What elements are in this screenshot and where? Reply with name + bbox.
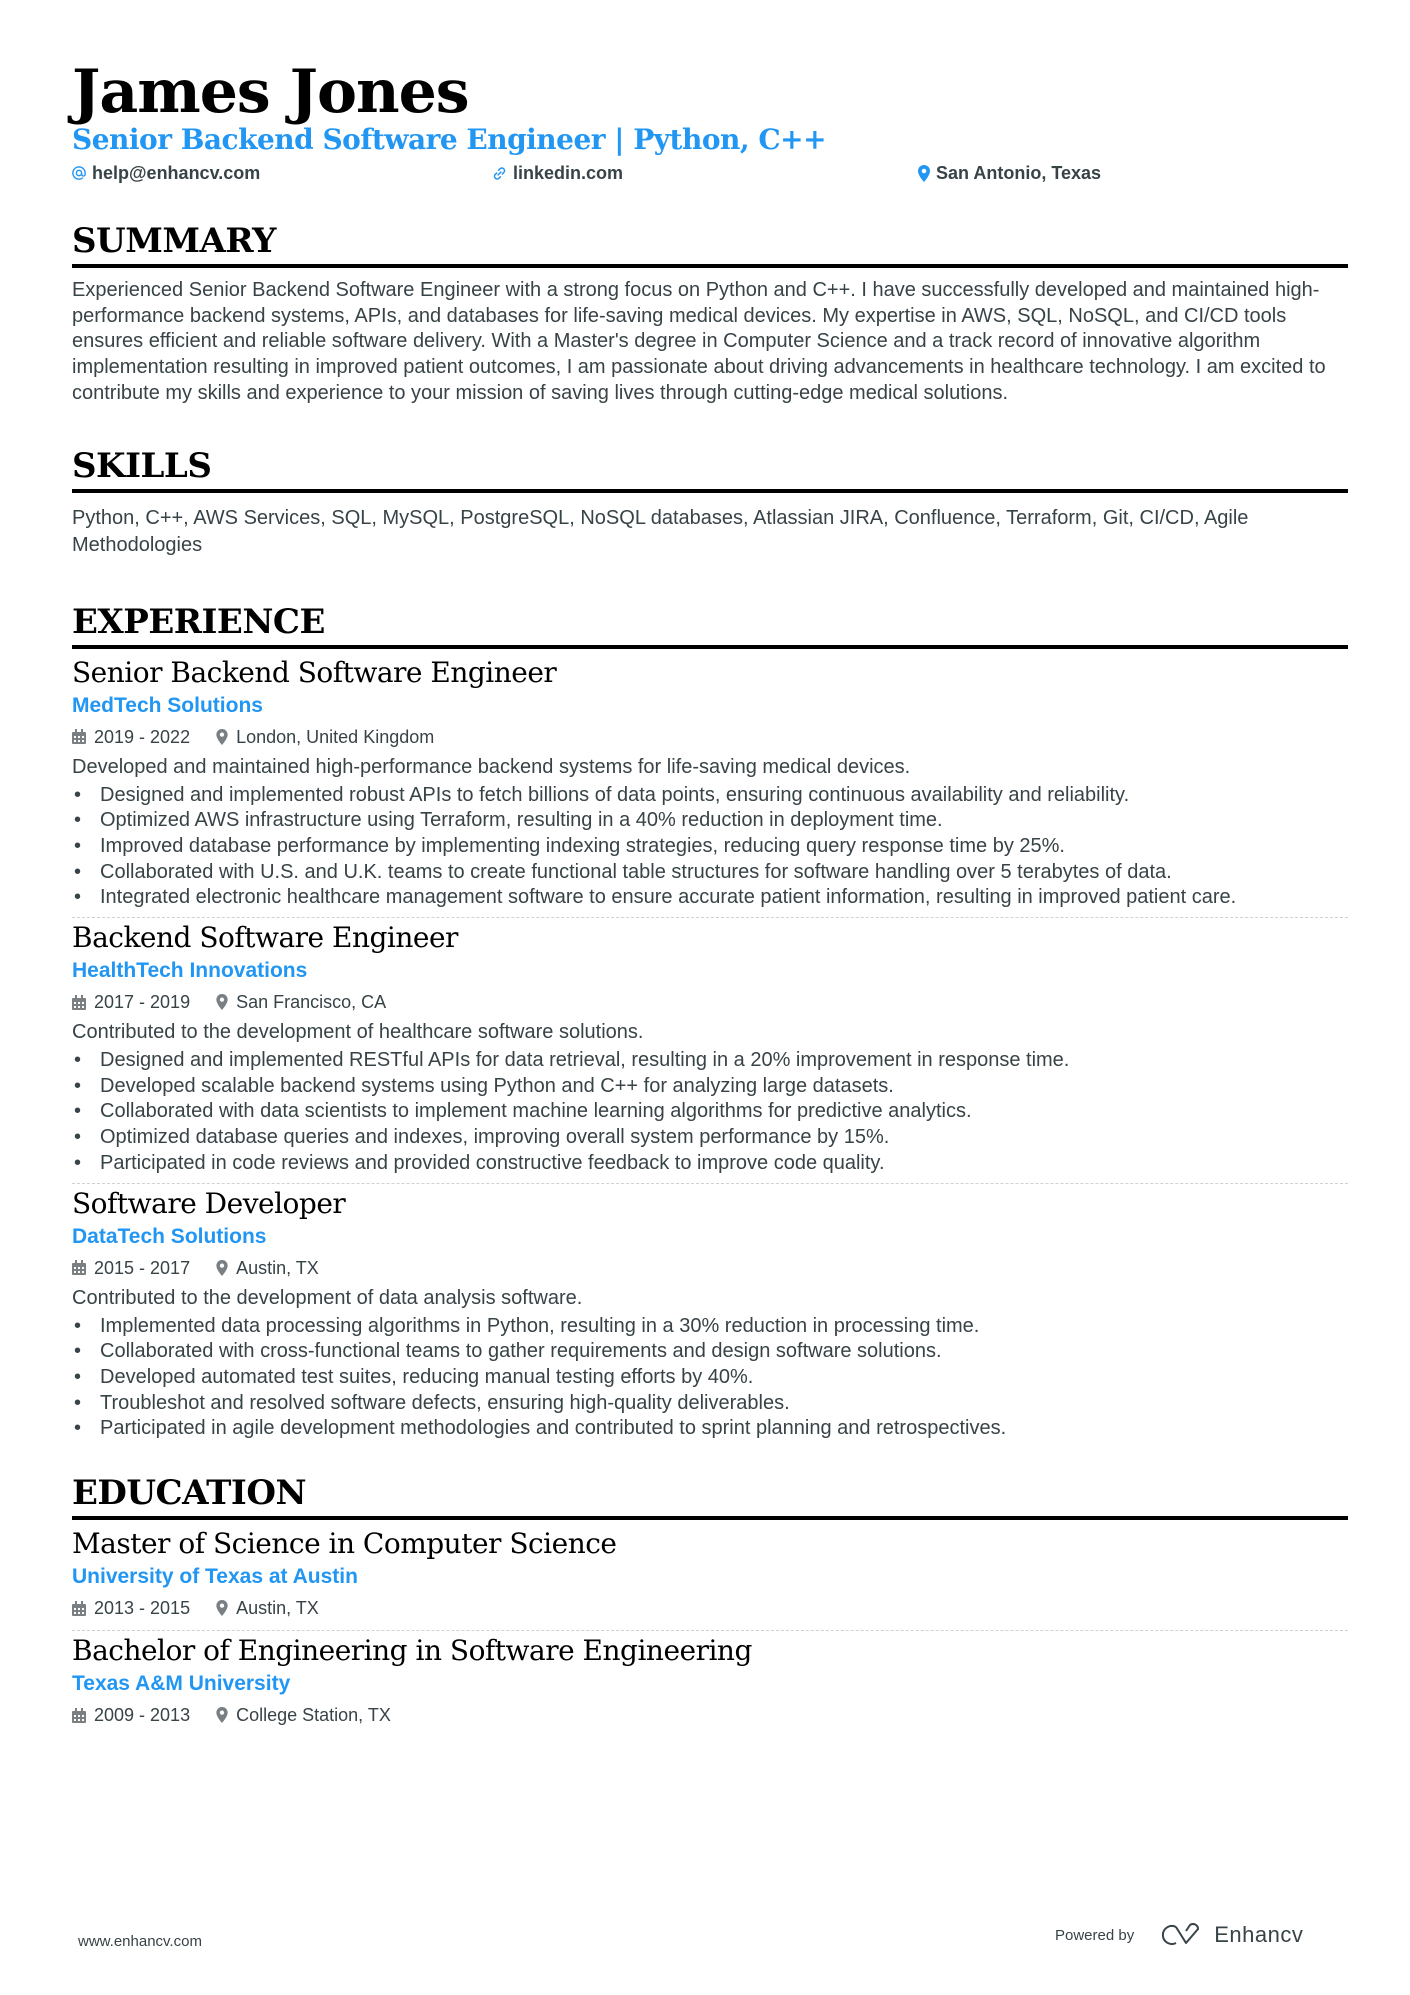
experience-entry [72, 655, 1348, 912]
location-pin-icon [216, 994, 228, 1010]
entry-divider [72, 1630, 1348, 1631]
bullet-item: • Participated in agile development methodologies and contributed to sprint planning and retrospectives. [72, 1416, 1348, 1442]
contact-location [918, 163, 1101, 184]
bullet-item: • Troubleshot and resolved software defects, ensuring high-quality deliverables. [72, 1391, 1348, 1417]
bullet-item: • Developed scalable backend systems using Python and C++ for analyzing large datasets. [72, 1074, 1348, 1100]
company-name: DataTech Solutions [72, 1224, 267, 1248]
bullet-item: • Implemented data processing algorithms in Python, resulting in a 30% reduction in processing time. [72, 1314, 1348, 1340]
candidate-title: Senior Backend Software Engineer | Python, C++ [72, 123, 827, 156]
entry-divider [72, 917, 1348, 918]
contact-email-text: help@enhancv.com [92, 162, 261, 183]
bullet-item: • Optimized AWS infrastructure using Terraform, resulting in a 40% reduction in deployment time. [72, 808, 1348, 834]
job-bullets [72, 1048, 1348, 1177]
calendar-icon [72, 729, 86, 744]
section-divider [72, 489, 1348, 493]
job-description: Developed and maintained high-performance backend systems for life-saving medical devices. [72, 755, 911, 778]
location-pin-icon [216, 1260, 228, 1276]
contact-linkedin-text: linkedin.com [513, 162, 624, 183]
skills-heading: SKILLS [72, 445, 212, 486]
job-title: Software Developer [72, 1186, 346, 1220]
bullet-item: • Integrated electronic healthcare management software to ensure accurate patient information, resulting in improved patient care. [72, 885, 1348, 911]
entry-divider [72, 1183, 1348, 1184]
job-meta [72, 986, 1348, 1018]
job-bullets [72, 783, 1348, 912]
powered-by-label: Powered by [1055, 1926, 1135, 1944]
bullet-item: • Designed and implemented RESTful APIs for data retrieval, resulting in a 20% improvement in response time. [72, 1048, 1348, 1074]
bullet-item: • Collaborated with cross-functional teams to gather requirements and design software solutions. [72, 1339, 1348, 1365]
job-title: Backend Software Engineer [72, 921, 458, 955]
job-bullets [72, 1314, 1348, 1443]
location-pin-icon [216, 1707, 228, 1723]
bullet-item: • Developed automated test suites, reducing manual testing efforts by 40%. [72, 1365, 1348, 1391]
link-icon [492, 166, 507, 181]
candidate-name: James Jones [72, 57, 469, 127]
bullet-item: • Collaborated with data scientists to implement machine learning algorithms for predictive analytics. [72, 1099, 1348, 1125]
degree-title: Master of Science in Computer Science [72, 1527, 617, 1561]
job-description: Contributed to the development of healthcare software solutions. [72, 1021, 644, 1044]
job-location: Austin, TX [236, 1257, 319, 1278]
education-entry [72, 1633, 1348, 1731]
section-divider [72, 645, 1348, 649]
education-dates: 2009 - 2013 [94, 1705, 191, 1726]
calendar-icon [72, 995, 86, 1010]
section-divider [72, 1516, 1348, 1520]
skills-text: Python, C++, AWS Services, SQL, MySQL, PostgreSQL, NoSQL databases, Atlassian JIRA, Confluence, Terraform, Git, CI/CD, Agile Methodologies [72, 506, 1249, 556]
job-dates: 2019 - 2022 [94, 726, 191, 747]
job-location: San Francisco, CA [236, 992, 387, 1013]
resume-page [72, 56, 1348, 1731]
summary-text: Experienced Senior Backend Software Engineer with a strong focus on Python and C++. I have successfully developed and maintained high-performance backend systems, APIs, and databases for life-saving medical devices. My expertise in AWS, SQL, NoSQL, and CI/CD tools ensures efficient and reliable software delivery. With a Master's degree in Computer Science and a track record of innovative algorithm implementation resulting in improved patient outcomes, I am passionate about driving advancements in healthcare technology. I am excited to contribute my skills and experience to your mission of saving lives through cutting-edge medical solutions. [72, 279, 1326, 404]
education-section [72, 1472, 1348, 1731]
company-name: HealthTech Innovations [72, 959, 308, 983]
job-title: Senior Backend Software Engineer [72, 655, 557, 689]
contact-location-text: San Antonio, Texas [936, 162, 1102, 183]
school-name: Texas A&M University [72, 1672, 291, 1696]
section-divider [72, 264, 1348, 268]
education-heading: EDUCATION [72, 1473, 307, 1514]
education-dates: 2013 - 2015 [94, 1598, 191, 1619]
education-meta [72, 1592, 1348, 1624]
job-dates: 2015 - 2017 [94, 1257, 191, 1278]
location-pin-icon [918, 165, 930, 182]
degree-title: Bachelor of Engineering in Software Engineering [72, 1634, 752, 1668]
footer-branding[interactable] [1055, 1922, 1303, 1948]
bullet-item: • Participated in code reviews and provided constructive feedback to improve code quality. [72, 1151, 1348, 1177]
contact-linkedin[interactable] [492, 163, 918, 184]
summary-heading: SUMMARY [72, 221, 276, 261]
calendar-icon [72, 1260, 86, 1275]
job-meta [72, 1252, 1348, 1284]
education-meta [72, 1699, 1348, 1731]
bullet-item: • Optimized database queries and indexes, improving overall system performance by 15%. [72, 1125, 1348, 1151]
experience-entry [72, 1186, 1348, 1443]
skills-section [72, 445, 1348, 559]
education-location: College Station, TX [236, 1705, 391, 1726]
contact-email[interactable] [72, 163, 492, 184]
job-meta [72, 721, 1348, 753]
bullet-item: • Improved database performance by implementing indexing strategies, reducing query response time by 25%. [72, 834, 1348, 860]
enhancv-logo-icon [1160, 1923, 1206, 1947]
bullet-item: • Collaborated with U.S. and U.K. teams to create functional table structures for software handling over 5 terabytes of data. [72, 860, 1348, 886]
job-description: Contributed to the development of data analysis software. [72, 1286, 583, 1309]
calendar-icon [72, 1708, 86, 1723]
job-dates: 2017 - 2019 [94, 992, 191, 1013]
company-name: MedTech Solutions [72, 693, 263, 717]
enhancv-brand-name: Enhancv [1214, 1922, 1304, 1947]
bullet-item: • Designed and implemented robust APIs to fetch billions of data points, ensuring continuous availability and reliability. [72, 783, 1348, 809]
school-name: University of Texas at Austin [72, 1565, 358, 1589]
contact-row [72, 160, 1348, 186]
summary-section [72, 220, 1348, 407]
footer-website-link[interactable]: www.enhancv.com [78, 1933, 202, 1950]
location-pin-icon [216, 729, 228, 745]
location-pin-icon [216, 1600, 228, 1616]
job-location: London, United Kingdom [236, 726, 435, 747]
at-icon [72, 166, 86, 180]
education-location: Austin, TX [236, 1598, 319, 1619]
experience-heading: EXPERIENCE [72, 601, 325, 642]
experience-entry [72, 920, 1348, 1177]
calendar-icon [72, 1601, 86, 1616]
education-entry [72, 1526, 1348, 1624]
experience-section [72, 601, 1348, 1443]
